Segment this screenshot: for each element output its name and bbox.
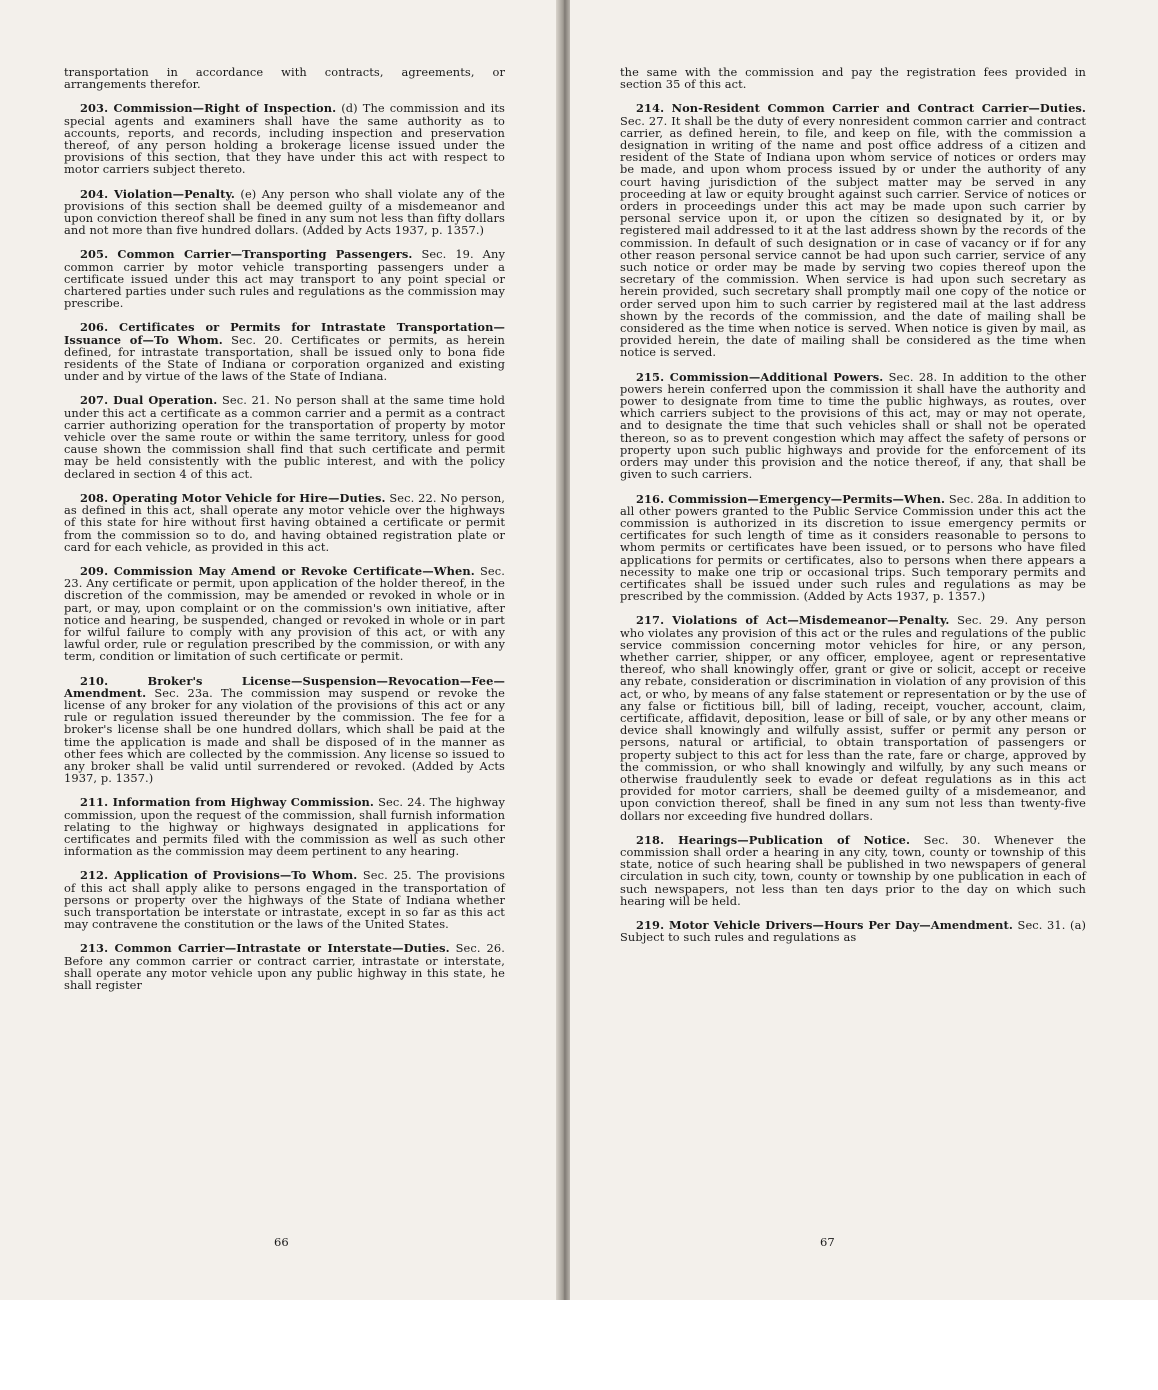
page-number-right: 67 (820, 1235, 835, 1249)
section-205: 205. Common Carrier—Transporting Passengers. Sec. 19. Any common carrier by motor vehicle transporting passengers under a certificate issued under this act may transport to any point special or chartered parties under such rules and regulations as the commission may prescribe. (64, 247, 505, 311)
section-216: 216. Commission—Emergency—Permits—When. Sec. 28a. In addition to all other powers granted to the Public Service Commission under this act the commission is authorized in its discretion to issue emergency permits or certificates for such length of time as it considers reasonable to persons to whom permits or certificates have been issued, or to persons who have filed applications for permits or certificates, also to persons when there appears a necessity to make one trip or occasional trips. Such temporary permits and certificates shall be issued under such rules and regulations as may be prescribed by the commission. (Added by Acts 1937, p. 1357.) (620, 491, 1086, 604)
section-heading: 206. Certificates or Permits for Intrastate Transportation—Issuance of—To Whom. (64, 320, 505, 347)
section-heading: 210. Broker's License—Suspension—Revocation—Fee—Amendment. (64, 673, 505, 700)
section-212: 212. Application of Provisions—To Whom. Sec. 25. The provisions of this act shall apply alike to persons engaged in the transportation of persons or property over the highways of the State of Indiana whether such transportation be interstate or intrastate, except in so far as this act may contravene the constitution or the laws of the United States. (64, 868, 505, 932)
section-heading: 216. Commission—Emergency—Permits—When. (636, 491, 946, 506)
section-215: 215. Commission—Additional Powers. Sec. 28. In addition to the other powers herein conferred upon the commission it shall have the authority and power to designate from time to time the public highways, as routes, over which carriers subject to the provisions of this act, may or may not operate, and to designate the time that such vehicles shall or shall not be operated thereon, so as to prevent congestion which may affect the safety of persons or property upon such public highways and provide for the enforcement of its orders may under this provision and the notice thereof, if any, that shall be given to such carriers. (620, 369, 1086, 482)
section-heading: 219. Motor Vehicle Drivers—Hours Per Day—Amendment. (636, 918, 1013, 932)
section-heading: 209. Commission May Amend or Revoke Certificate—When. (80, 563, 475, 578)
section-210: 210. Broker's License—Suspension—Revocation—Fee—Amendment. Sec. 23a. The commission may suspend or revoke the license of any broker for any violation of the provisions of this act or any rule or regulation issued thereunder by the commission. The fee for a broker's license shall be one hundred dollars, which shall be paid at the time the application is made and shall be disposed of in the manner as other fees which are collected by the commission. Any license so issued to any broker shall be valid until surrendered or revoked. (Added by Acts 1937, p. 1357.) (64, 673, 505, 786)
section-218: 218. Hearings—Publication of Notice. Sec. 30. Whenever the commission shall order a hearing in any city, town, county or township of this state, notice of such hearing shall be published in two newspapers of general circulation in such city, town, county or township by one publication in each of such newspapers, not less than ten days prior to the day on which such hearing will be held. (620, 832, 1086, 908)
section-203: 203. Commission—Right of Inspection. (d) The commission and its special agents and examiners shall have the same authority as to accounts, reports, and records, including inspection and preservation thereof, of any person holding a brokerage license issued under the provisions of this section, that they have under this act with respect to motor carriers subject thereto. (64, 101, 505, 177)
section-heading: 212. Application of Provisions—To Whom. (80, 868, 358, 883)
section-heading: 203. Commission—Right of Inspection. (80, 101, 337, 116)
right-text-column (620, 66, 1086, 955)
left-text-column (64, 66, 505, 1003)
paragraph: the same with the commission and pay the registration fees provided in section 35 of this act. (620, 65, 1086, 92)
section-219: 219. Motor Vehicle Drivers—Hours Per Day—Amendment. Sec. 31. (a) Subject to such rules and regulations as (620, 918, 1086, 945)
paragraph: transportation in accordance with contracts, agreements, or arrangements therefor. (64, 65, 505, 92)
section-heading: 214. Non-Resident Common Carrier and Contract Carrier—Duties. (636, 101, 1086, 116)
right-page (570, 0, 1158, 1300)
section-heading: 207. Dual Operation. (80, 393, 218, 408)
section-214: 214. Non-Resident Common Carrier and Contract Carrier—Duties. Sec. 27. It shall be the duty of every nonresident common carrier and contract carrier, as defined herein, to file, and keep on file, with the commission a designation in writing of the name and post office address of a citizen and resident of the State of Indiana upon whom service of notices or orders may be made, and upon whom process issued by or under the authority of any court having jurisdiction of the subject matter may be served in any proceeding at law or equity brought against such carrier. Service of notices or orders in proceedings under this act may be made upon such carrier by personal service upon it, or upon the citizen so designated by it, or by registered mail addressed to it at the last address shown by the records of the commission. In default of such designation or in case of vacancy or if for any other reason personal service cannot be had upon such carrier, service of any such notice or order may be made by serving two copies thereof upon the secretary of the commission. When service is had upon such secretary as herein provided, such secretary shall promptly mail one copy of the notice or order served upon him to such carrier by registered mail at the last address shown by the records of the commission, and the date of mailing shall be considered as the time when notice is served. When notice is given by mail, as provided herein, the date of mailing shall be considered as the time when notice is served. (620, 101, 1086, 360)
section-204: 204. Violation—Penalty. (e) Any person who shall violate any of the provisions of this section shall be deemed guilty of a misdemeanor and upon conviction thereof shall be fined in any sum not less than fifty dollars and not more than five hundred dollars. (Added by Acts 1937, p. 1357.) (64, 186, 505, 238)
section-heading: 208. Operating Motor Vehicle for Hire—Duties. (80, 490, 386, 505)
bottom-margin (0, 1300, 1158, 1390)
section-heading: 217. Violations of Act—Misdemeanor—Penalty. (636, 613, 950, 628)
section-213: 213. Common Carrier—Intrastate or Interstate—Duties. Sec. 26. Before any common carrier or contract carrier, intrastate or interstate, shall operate any motor vehicle upon any public highway in this state, he shall register (64, 941, 505, 992)
section-heading: 204. Violation—Penalty. (80, 186, 235, 201)
section-206: 206. Certificates or Permits for Intrastate Transportation—Issuance of—To Whom. Sec. 20. Certificates or permits, as herein defined, for intrastate transportation, shall be issued only to bona fide residents of the State of Indiana or corporation organized and existing under and by virtue of the laws of the State of Indiana. (64, 320, 505, 384)
section-209: 209. Commission May Amend or Revoke Certificate—When. Sec. 23. Any certificate or permit, upon application of the holder thereof, in the discretion of the commission, may be amended or revoked in whole or in part, or may, upon complaint or on the commission's own initiative, after notice and hearing, be suspended, changed or revoked in whole or in part for wilful failure to comply with any provision of this act, or with any lawful order, rule or regulation prescribed by the commission, or with any term, condition or limitation of such certificate or permit. (64, 563, 505, 664)
section-heading: 218. Hearings—Publication of Notice. (636, 832, 911, 847)
page-number-left: 66 (274, 1235, 289, 1249)
section-208: 208. Operating Motor Vehicle for Hire—Duties. Sec. 22. No person, as defined in this act, shall operate any motor vehicle over the highways of this state for hire without first having obtained a certificate or permit from the commission so to do, and having obtained registration plate or card for each vehicle, as provided in this act. (64, 490, 505, 554)
section-heading: 213. Common Carrier—Intrastate or Interstate—Duties. (80, 941, 450, 956)
left-page (0, 0, 560, 1300)
section-heading: 215. Commission—Additional Powers. (636, 369, 884, 384)
section-heading: 211. Information from Highway Commission. (80, 795, 374, 810)
section-heading: 205. Common Carrier—Transporting Passengers. (80, 247, 413, 262)
section-217: 217. Violations of Act—Misdemeanor—Penalty. Sec. 29. Any person who violates any provision of this act or the rules and regulations of the public service commission concerning motor vehicles for hire, or any person, whether carrier, shipper, or any officer, employee, agent or representative thereof, who shall knowingly offer, grant or give or solicit, accept or receive any rebate, consideration or discrimination in violation of any provision of this act, or who, by means of any false statement or representation or by the use of any false or fictitious bill, bill of lading, receipt, voucher, account, claim, certificate, affidavit, deposition, lease or bill of sale, or by any other means or device shall knowingly and wilfully assist, suffer or permit any person or persons, natural or artificial, to obtain transportation of passengers or property subject to this act for less than the rate, fare or charge, approved by the commission, or who shall knowingly and wilfully, by any such means or otherwise fraudulently seek to evade or defeat regulations as in this act provided for motor carriers, shall be deemed guilty of a misdemeanor, and upon conviction thereof, shall be fined in any sum not less than twenty-five dollars nor exceeding five hundred dollars. (620, 613, 1086, 823)
section-211: 211. Information from Highway Commission. Sec. 24. The highway commission, upon the request of the commission, shall furnish information relating to the highway or highways designated in applications for certificates and permits filed with the commission as well as such other information as the commission may deem pertinent to any hearing. (64, 795, 506, 859)
section-207: 207. Dual Operation. Sec. 21. No person shall at the same time hold under this act a certificate as a common carrier and a permit as a contract carrier authorizing operation for the transportation of property by motor vehicle over the same route or within the same territory, unless for good cause shown the commission shall find that such certificate and permit may be held consistently with the public interest, and with the policy declared in section 4 of this act. (64, 393, 505, 481)
